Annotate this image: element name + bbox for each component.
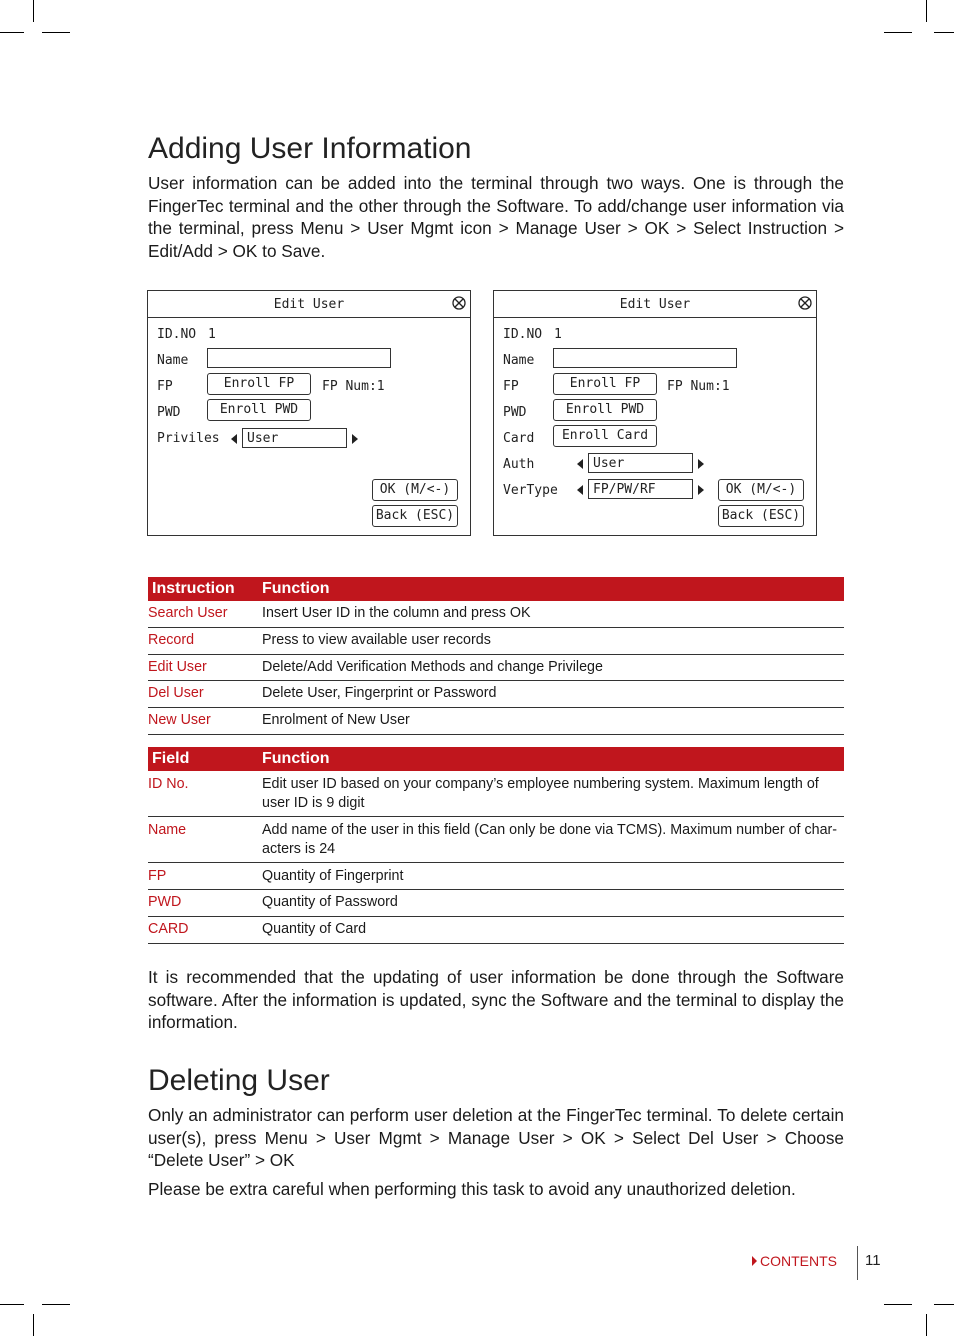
arrow-right-icon[interactable] <box>352 434 358 444</box>
crop-mark <box>926 0 927 22</box>
row-key: New User <box>148 712 211 728</box>
page-title: Adding User Information <box>148 132 472 165</box>
row-value: Delete/Add Verification Methods and change Privilege <box>262 659 603 675</box>
row-value: Quantity of Fingerprint <box>262 868 404 884</box>
table-row <box>148 601 844 628</box>
screen-title: Edit User <box>494 291 816 318</box>
row-value: Quantity of Card <box>262 921 367 937</box>
triangle-right-icon <box>752 1256 757 1266</box>
crop-mark <box>33 0 34 22</box>
row-key: Edit User <box>148 659 207 675</box>
ok-button[interactable]: OK (M/<-) <box>718 479 804 501</box>
crop-mark <box>884 1304 912 1305</box>
row-value: Quantity of Password <box>262 894 398 910</box>
pwd-label: PWD <box>503 405 527 420</box>
back-button[interactable]: Back (ESC) <box>718 505 804 527</box>
auth-select[interactable]: User <box>588 453 693 473</box>
delete-paragraph: Only an administrator can perform user deletion at the FingerTec terminal. To delete certain user(s), press Menu > User Mgmt > Manage User > OK > Select Del User > Choose “Delete User” > OK <box>148 1105 844 1170</box>
row-value: Insert User ID in the column and press OK <box>262 605 531 621</box>
screen-title: Edit User <box>148 291 470 318</box>
name-input[interactable] <box>553 348 737 368</box>
table-row <box>148 681 844 708</box>
crop-mark <box>42 1304 70 1305</box>
name-label: Name <box>157 353 189 368</box>
row-key: CARD <box>148 921 189 937</box>
id-label: ID.NO <box>503 327 543 342</box>
enroll-card-button[interactable]: Enroll Card <box>553 425 657 447</box>
careful-paragraph: Please be extra careful when performing this task to avoid any unauthorized deletion. <box>148 1179 796 1199</box>
vertype-select[interactable]: FP/PW/RF <box>588 479 693 499</box>
enroll-pwd-button[interactable]: Enroll PWD <box>553 399 657 421</box>
table-row <box>148 708 844 735</box>
page-number: 11 <box>865 1252 881 1269</box>
fp-label: FP <box>157 379 173 394</box>
name-label: Name <box>503 353 535 368</box>
header-function: Function <box>262 750 330 767</box>
privileges-select[interactable]: User <box>242 428 347 448</box>
crop-mark <box>934 32 954 33</box>
enroll-pwd-button[interactable]: Enroll PWD <box>207 399 311 421</box>
id-value: 1 <box>554 327 562 342</box>
header-function: Function <box>262 580 330 597</box>
ok-button[interactable]: OK (M/<-) <box>372 479 458 501</box>
name-input[interactable] <box>207 348 391 368</box>
header-instruction: Instruction <box>152 580 235 597</box>
row-key: ID No. <box>148 776 189 792</box>
row-value: Press to view available user records <box>262 632 491 648</box>
table-header <box>148 747 844 771</box>
table-row <box>148 863 844 890</box>
intro-paragraph: User information can be added into the terminal through two ways. One is through the FingerTec terminal and the other through the Software. To add/change user information via the terminal, press Menu > User Mgmt icon > Manage User > OK > Select Instruction > Edit/Add > OK to Save. <box>148 173 844 261</box>
arrow-right-icon[interactable] <box>698 485 704 495</box>
row-key: Name <box>148 822 187 838</box>
crop-mark <box>934 1304 954 1305</box>
table-row <box>148 817 844 863</box>
crop-mark <box>0 32 24 33</box>
table-row <box>148 771 844 817</box>
row-value: Delete User, Fingerprint or Password <box>262 685 497 701</box>
vertype-label: VerType <box>503 483 558 498</box>
close-icon[interactable] <box>798 296 812 310</box>
row-key: Del User <box>148 685 204 701</box>
fp-num-value: FP Num:1 <box>667 379 730 394</box>
row-value: Edit user ID based on your company’s employee numbering system. Maximum length of user ID is 9 digit <box>262 776 819 811</box>
field-table <box>148 747 844 944</box>
arrow-left-icon[interactable] <box>231 434 237 444</box>
crop-mark <box>884 32 912 33</box>
fp-num-value: FP Num:1 <box>322 379 385 394</box>
footer-divider <box>857 1246 858 1280</box>
row-value: Enrolment of New User <box>262 712 410 728</box>
arrow-left-icon[interactable] <box>577 485 583 495</box>
enroll-fp-button[interactable]: Enroll FP <box>207 373 311 395</box>
table-row <box>148 917 844 944</box>
table-row <box>148 628 844 655</box>
row-key: FP <box>148 868 167 884</box>
privileges-label: Privilеs <box>157 431 220 446</box>
contents-link[interactable] <box>752 1253 837 1269</box>
row-key: Search User <box>148 605 228 621</box>
auth-label: Auth <box>503 457 535 472</box>
arrow-left-icon[interactable] <box>577 459 583 469</box>
fp-label: FP <box>503 379 519 394</box>
row-value: Add name of the user in this field (Can only be done via TCMS). Maximum number of char-acters is 24 <box>262 822 838 857</box>
edit-user-screen-2 <box>493 290 817 536</box>
edit-user-screen-1 <box>147 290 471 536</box>
row-key: Record <box>148 632 195 648</box>
crop-mark <box>926 1314 927 1336</box>
table-header <box>148 577 844 601</box>
crop-mark <box>0 1304 24 1305</box>
close-icon[interactable] <box>452 296 466 310</box>
back-button[interactable]: Back (ESC) <box>372 505 458 527</box>
enroll-fp-button[interactable]: Enroll FP <box>553 373 657 395</box>
crop-mark <box>33 1314 34 1336</box>
table-row <box>148 655 844 681</box>
id-value: 1 <box>208 327 216 342</box>
id-label: ID.NO <box>157 327 197 342</box>
pwd-label: PWD <box>157 405 181 420</box>
contents-label: CONTENTS <box>760 1253 837 1269</box>
header-field: Field <box>152 750 190 767</box>
row-key: PWD <box>148 894 182 910</box>
crop-mark <box>42 32 70 33</box>
section-title: Deleting User <box>148 1064 330 1097</box>
instruction-table <box>148 577 844 735</box>
recommend-paragraph: It is recommended that the updating of user information be done through the Software software. After the information is updated, sync the Software and the terminal to display the information. <box>148 967 844 1032</box>
table-row <box>148 890 844 917</box>
card-label: Card <box>503 431 535 446</box>
arrow-right-icon[interactable] <box>698 459 704 469</box>
